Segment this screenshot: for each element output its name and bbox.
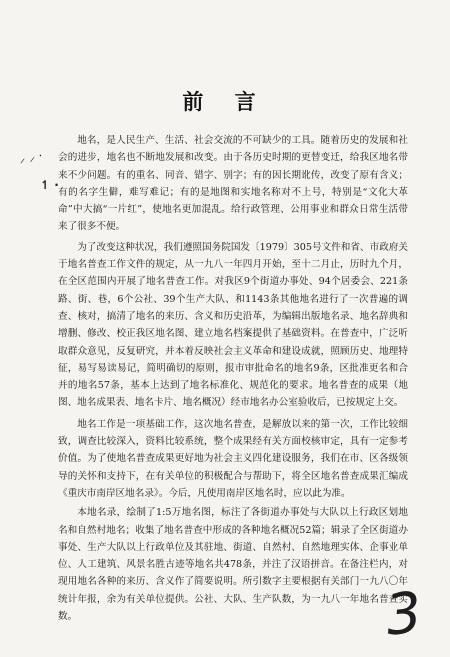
paragraph-4: 本地名录，绘制了1:5万地名图，标注了各街道办事处与大队以上行政区划地名和自然村地名；收集了地名普查中形成的各种地名概况52篇；辑录了全区街道办事处、生产大队以上行政单位及其驻地、街道、自然村、自然地理实体、企事业单位、人工建筑、风景名胜古迹等地名共478条，并注了汉语拼音。在备注栏内，对现用地名各种的来历、含义作了简要说明。所引数字主要根据有关部门一九八〇年统计年报，余为有关单位提供。公社、大队、生产队数，为一九八一年地名普查实数。 (58, 507, 408, 623)
preface-body (58, 132, 408, 625)
paragraph-3: 地名工作是一项基础工作，这次地名普查，是解放以来的第一次，工作比较细致，调查比较深入，资料比较系统，整个成果经有关方面校核审定，具有一定参考价值。为了使地名普查成果更好地为社会主义四化建设服务，我们在市、区各级领导的关怀和支持下，在有关单位的积极配合与帮助下，将全区地名普查成果汇编成《重庆市南岸区地名录》。今后，凡使用南岸区地名时，应以此为准。 (58, 418, 408, 499)
handwritten-page-number: 3 (383, 580, 426, 649)
paragraph-1: 地名，是人民生产、生活、社会交流的不可缺少的工具。随着历史的发展和社会的进步，地名也不断地发展和改变。由于各历史时期的更替变迁，给我区地名带来不少问题。有的重名、同音、错字、别字；有的因长期讹传，改变了原有含义；有的名字生僻，难写难记；有的是地图和实地名称对不上号，特别是“文化大革命”中大搞“一片红”，使地名更加混乱。给行政管理、公用事业和群众日常生活带来了很多不便。 (58, 135, 408, 233)
margin-mark-upper: ⸝ ⸝ · (18, 148, 44, 166)
margin-mark-lower: ↿ · (40, 178, 59, 192)
page-title: 前 言 (182, 89, 268, 114)
paragraph-2: 为了改变这种状况，我们遵照国务院国发〔1979〕305号文件和省、市政府关于地名普查工作文件的规定，从一九八一年四月开始，至十二月止，历时九个月，在全区范围内开展了地名普查工作。对我区9个街道办事处、94个居委会、221条路、街、巷，6个公社、39个生产大队、和1143条其他地名进行了一次普遍的调查、核对，搞清了地名的来历、含义和历史沿革，为编辑出版地名录、地名辞典和增删、修改、校正我区地名图、建立地名档案提供了基础资料。在普查中，广泛听取群众意见，反复研究，并本着反映社会主义革命和建设成就，照顾历史、地理特征，易写易读易记，简明确切的原则，报市审批命名的地名9条，区批准更名和合并的地名57条，基本上达到了地名标准化、规范化的要求。地名普查的成果（地图、地名成果表、地名卡片、地名概况）经市地名办公室验收后，已按规定上交。 (58, 241, 408, 409)
